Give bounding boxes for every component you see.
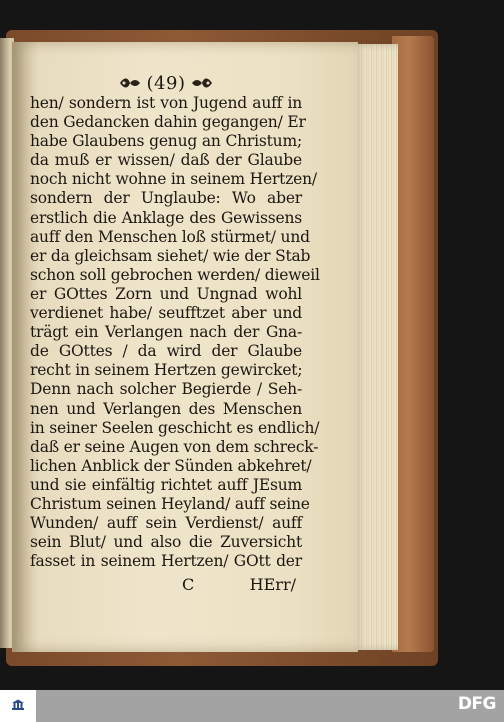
dfg-logo[interactable]: DFG	[457, 694, 496, 714]
viewer-footer	[0, 690, 504, 722]
catchword: HErr/	[249, 575, 296, 594]
text-line: lichen Anblick der Sünden abkehret/	[30, 456, 312, 475]
text-line: noch nicht wohne in seinem Hertzen/	[30, 170, 317, 189]
library-logo[interactable]	[0, 690, 36, 722]
text-line: er GOttes Zorn und Ungnad wohl	[30, 284, 302, 303]
text-line: er da gleichsam siehet/ wie der Stab	[30, 246, 311, 265]
text-line: verdienet habe/ seufftzet aber und	[30, 304, 302, 323]
text-line: sein Blut/ und also die Zuversicht	[30, 533, 302, 552]
text-line: Christum seinen Heyland/ auff seine	[30, 494, 310, 513]
page-header	[112, 72, 220, 94]
text-line: trägt ein Verlangen nach der Gna-	[30, 323, 302, 342]
text-line: hen/ sondern ist von Jugend auff in	[30, 94, 302, 112]
text-line: und sie einfältig richtet auff JEsum	[30, 475, 302, 494]
library-seal-icon	[11, 699, 25, 713]
text-line: schon soll gebrochen werden/ dieweil	[30, 265, 320, 284]
page-fore-edge	[352, 44, 398, 650]
text-line: Wunden/ auff sein Verdienst/ auff	[30, 514, 302, 533]
text-line: erstlich die Anklage des Gewissens	[30, 208, 302, 227]
right-ornament-icon	[190, 77, 214, 89]
left-ornament-icon	[118, 77, 142, 89]
text-line: daß er seine Augen von dem schreck-	[30, 437, 319, 456]
page-foot	[30, 575, 296, 597]
text-line: den Gedancken dahin gegangen/ Er	[30, 113, 306, 132]
text-line: recht in seinem Hertzen gewircket;	[30, 361, 303, 380]
text-line: Denn nach solcher Begierde / Seh-	[30, 380, 302, 399]
text-line: fasset in seinem Hertzen/ GOtt der	[30, 552, 302, 571]
page-number: (49)	[146, 72, 186, 94]
text-line: de GOttes / da wird der Glaube	[30, 342, 302, 361]
signature-mark: C	[182, 575, 195, 594]
page-text	[30, 94, 320, 571]
text-line: sondern der Unglaube: Wo aber	[30, 189, 302, 208]
cover-edge	[392, 36, 434, 652]
text-line: da muß er wissen/ daß der Glaube	[30, 151, 302, 170]
text-line: nen und Verlangen des Menschen	[30, 399, 302, 418]
text-line: in seiner Seelen geschicht es endlich/	[30, 418, 320, 437]
text-line: habe Glaubens genug an Christum;	[30, 132, 302, 151]
text-line: auff den Menschen loß stürmet/ und	[30, 227, 310, 246]
